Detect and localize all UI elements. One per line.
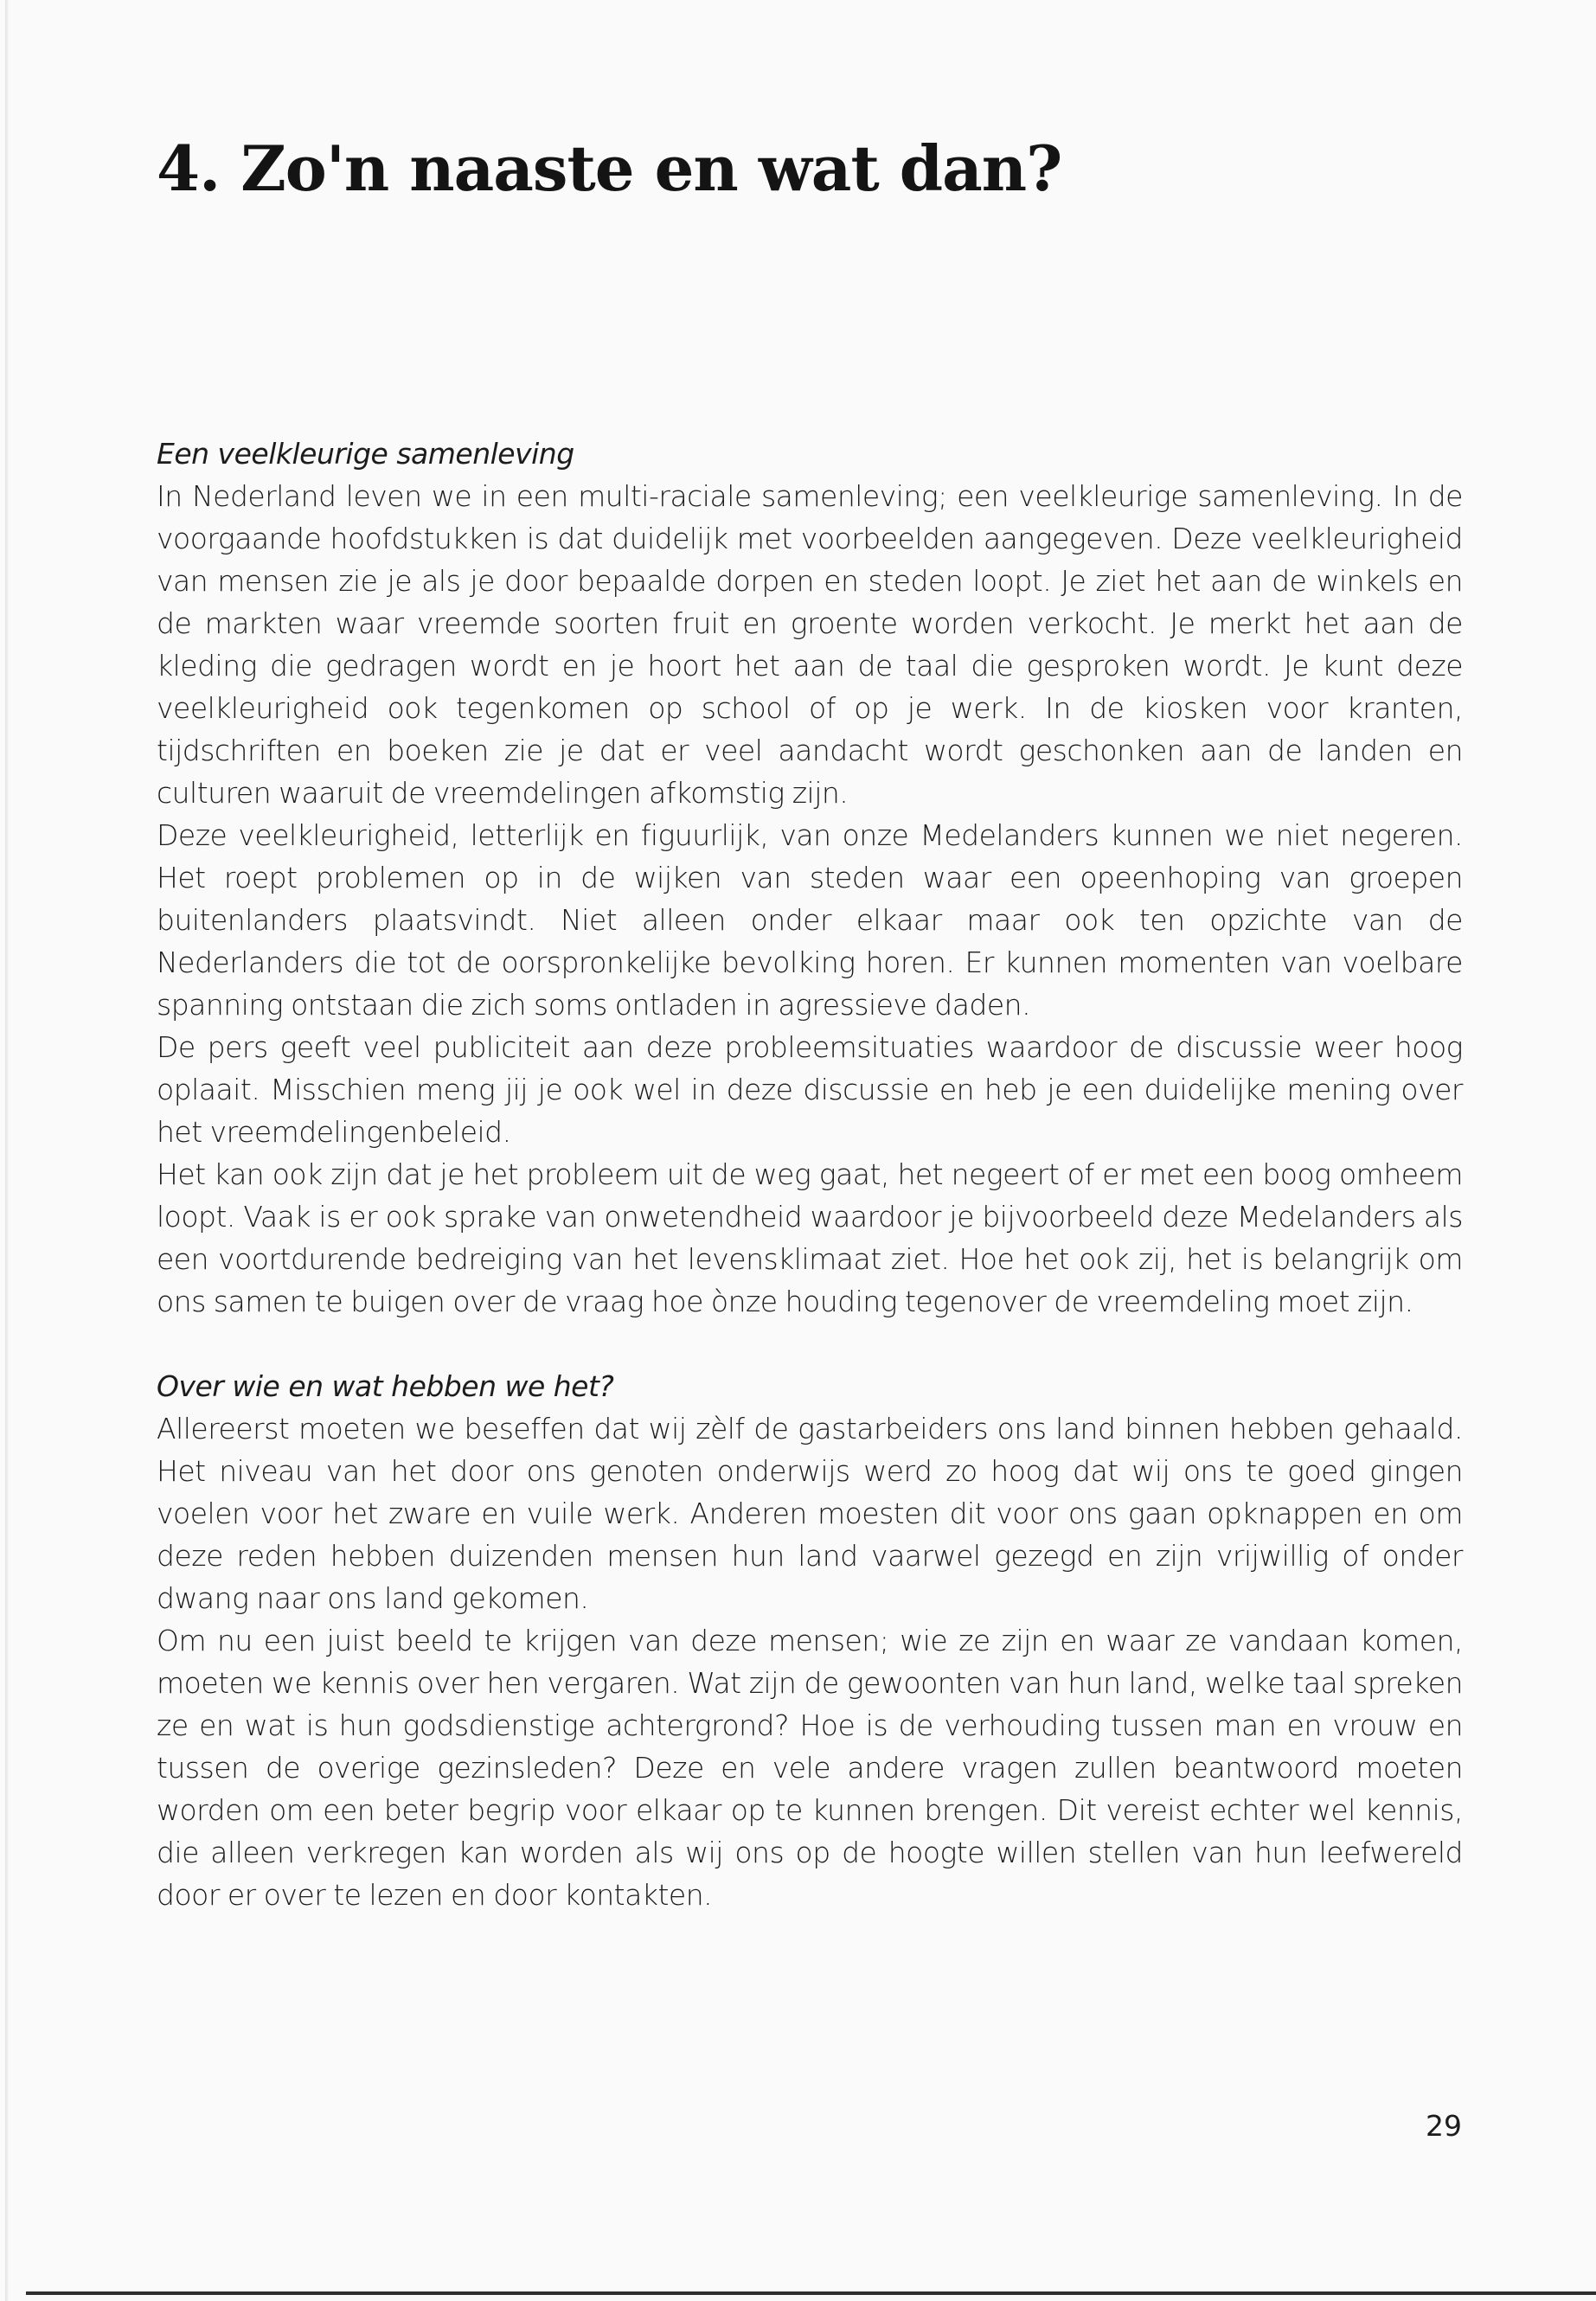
section-veelkleurige-samenleving (157, 433, 1463, 1323)
page-left-edge (5, 0, 9, 2301)
section-heading: Over wie en wat hebben we het? (157, 1369, 614, 1403)
page-content (157, 130, 1463, 1916)
paragraph: Allereerst moeten we beseffen dat wij zèlf de gastarbeiders ons land binnen hebben gehaald. Het niveau van het door ons genoten onderwijs werd zo hoog dat wij ons te goed gingen voelen voor het zware en vuile werk. Anderen moesten dit voor ons gaan opknappen en om deze reden hebben duizenden mensen hun land vaarwel gezegd en zijn vrijwillig of onder dwang naar ons land gekomen. (157, 1412, 1463, 1615)
section-heading: Een veelkleurige samenleving (157, 437, 574, 471)
section-over-wie-en-wat (157, 1365, 1463, 1916)
paragraph: Deze veelkleurigheid, letterlijk en figuurlijk, van onze Medelanders kunnen we niet negeren. Het roept problemen op in de wijken van steden waar een opeenhoping van groepen buitenlanders plaatsvindt. Niet alleen onder elkaar maar ook ten opzichte van de Nederlanders die tot de oorspronkelijke bevolking horen. Er kunnen momenten van voelbare spanning ontstaan die zich soms ontladen in agressieve daden. (157, 818, 1463, 1022)
page-bottom-edge (26, 2291, 1596, 2295)
paragraph: In Nederland leven we in een multi-raciale samenleving; een veelkleurige samenleving. In de voorgaande hoofdstukken is dat duidelijk met voorbeelden aangegeven. Deze veelkleurigheid van mensen zie je als je door bepaalde dorpen en steden loopt. Je ziet het aan de winkels en de markten waar vreemde soorten fruit en groente worden verkocht. Je merkt het aan de kleding die gedragen wordt en je hoort het aan de taal die gesproken wordt. Je kunt deze veelkleurigheid ook tegenkomen op school of op je werk. In de kiosken voor kranten, tijdschriften en boeken zie je dat er veel aandacht wordt geschonken aan de landen en culturen waaruit de vreemdelingen afkomstig zijn. (157, 479, 1463, 810)
paragraph: Om nu een juist beeld te krijgen van deze mensen; wie ze zijn en waar ze vandaan komen, moeten we kennis over hen vergaren. Wat zijn de gewoonten van hun land, welke taal spreken ze en wat is hun godsdienstige achtergrond? Hoe is de verhouding tussen man en vrouw en tussen de overige gezinsleden? Deze en vele andere vragen zullen beantwoord moeten worden om een beter begrip voor elkaar op te kunnen brengen. Dit vereist echter wel kennis, die alleen verkregen kan worden als wij ons op de hoogte willen stellen van hun leefwereld door er over te lezen en door kontakten. (157, 1624, 1463, 1912)
paragraph: Het kan ook zijn dat je het probleem uit de weg gaat, het negeert of er met een boog omheem loopt. Vaak is er ook sprake van onwetendheid waardoor je bijvoorbeeld deze Medelanders als een voortdurende bedreiging van het levensklimaat ziet. Hoe het ook zij, het is belangrijk om ons samen te buigen over de vraag hoe ònze houding tegenover de vreemdeling moet zijn. (157, 1157, 1463, 1318)
paragraph: De pers geeft veel publiciteit aan deze probleemsituaties waardoor de discussie weer hoog oplaait. Misschien meng jij je ook wel in deze discussie en heb je een duidelijke mening over het vreemdelingenbeleid. (157, 1030, 1463, 1149)
page-number: 29 (1426, 2109, 1462, 2143)
chapter-title: 4. Zo'n naaste en wat dan? (157, 131, 1062, 205)
